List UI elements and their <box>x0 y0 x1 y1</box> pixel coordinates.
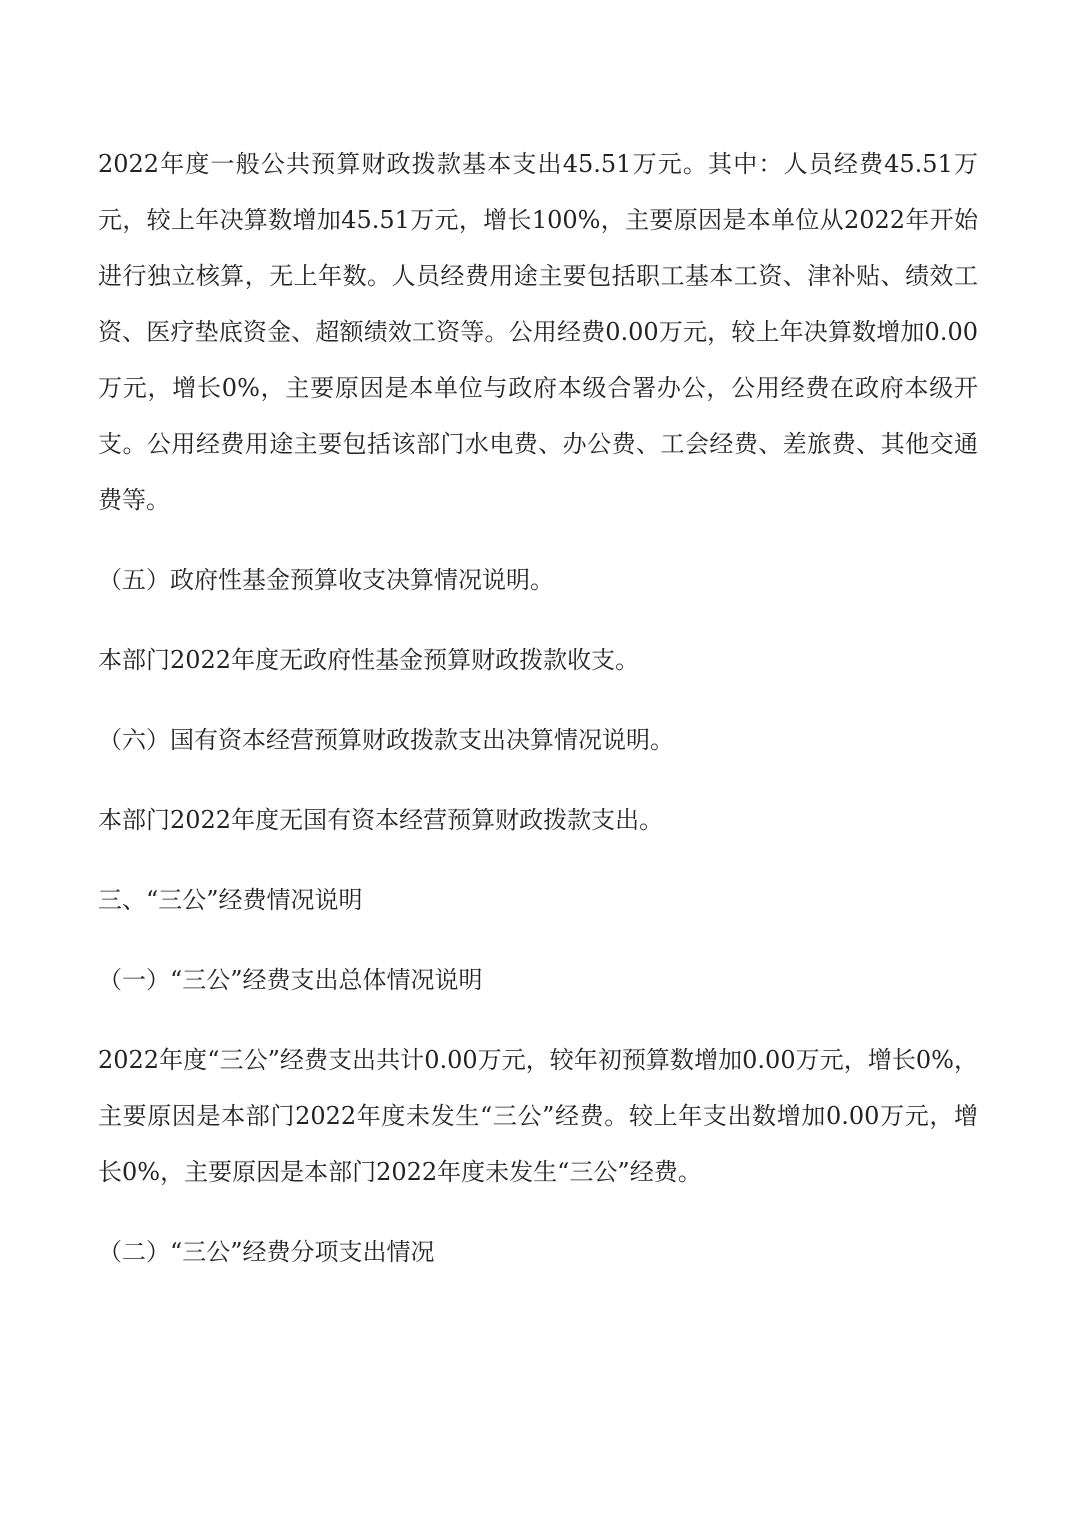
section-heading-three-public: 三、“三公”经费情况说明 <box>98 886 363 914</box>
document-page <box>98 136 978 1280</box>
subsection-heading-itemized: （二）“三公”经费分项支出情况 <box>98 1238 435 1266</box>
section-heading-state-capital: （六）国有资本经营预算财政拨款支出决算情况说明。 <box>98 726 674 754</box>
section-heading-gov-fund: （五）政府性基金预算收支决算情况说明。 <box>98 566 554 594</box>
subsection-heading-overall: （一）“三公”经费支出总体情况说明 <box>98 966 483 994</box>
gov-fund-paragraph: 本部门2022年度无政府性基金预算财政拨款收支。 <box>98 646 640 674</box>
basic-expenditure-paragraph: 2022年度一般公共预算财政拨款基本支出45.51万元。其中：人员经费45.51万元，较上年决算数增加45.51万元，增长100%，主要原因是本单位从2022年开始进行独立核算，无上年数。人员经费用途主要包括职工基本工资、津补贴、绩效工资、医疗垫底资金、超额绩效工资等。公用经费0.00万元，较上年决算数增加0.00万元，增长0%，主要原因是本单位与政府本级合署办公，公用经费在政府本级开支。公用经费用途主要包括该部门水电费、办公费、工会经费、差旅费、其他交通费等。 <box>98 150 978 514</box>
three-public-overall-paragraph: 2022年度“三公”经费支出共计0.00万元，较年初预算数增加0.00万元，增长0%，主要原因是本部门2022年度未发生“三公”经费。较上年支出数增加0.00万元，增长0%，主要原因是本部门2022年度未发生“三公”经费。 <box>98 1046 978 1186</box>
state-capital-paragraph: 本部门2022年度无国有资本经营预算财政拨款支出。 <box>98 806 664 834</box>
